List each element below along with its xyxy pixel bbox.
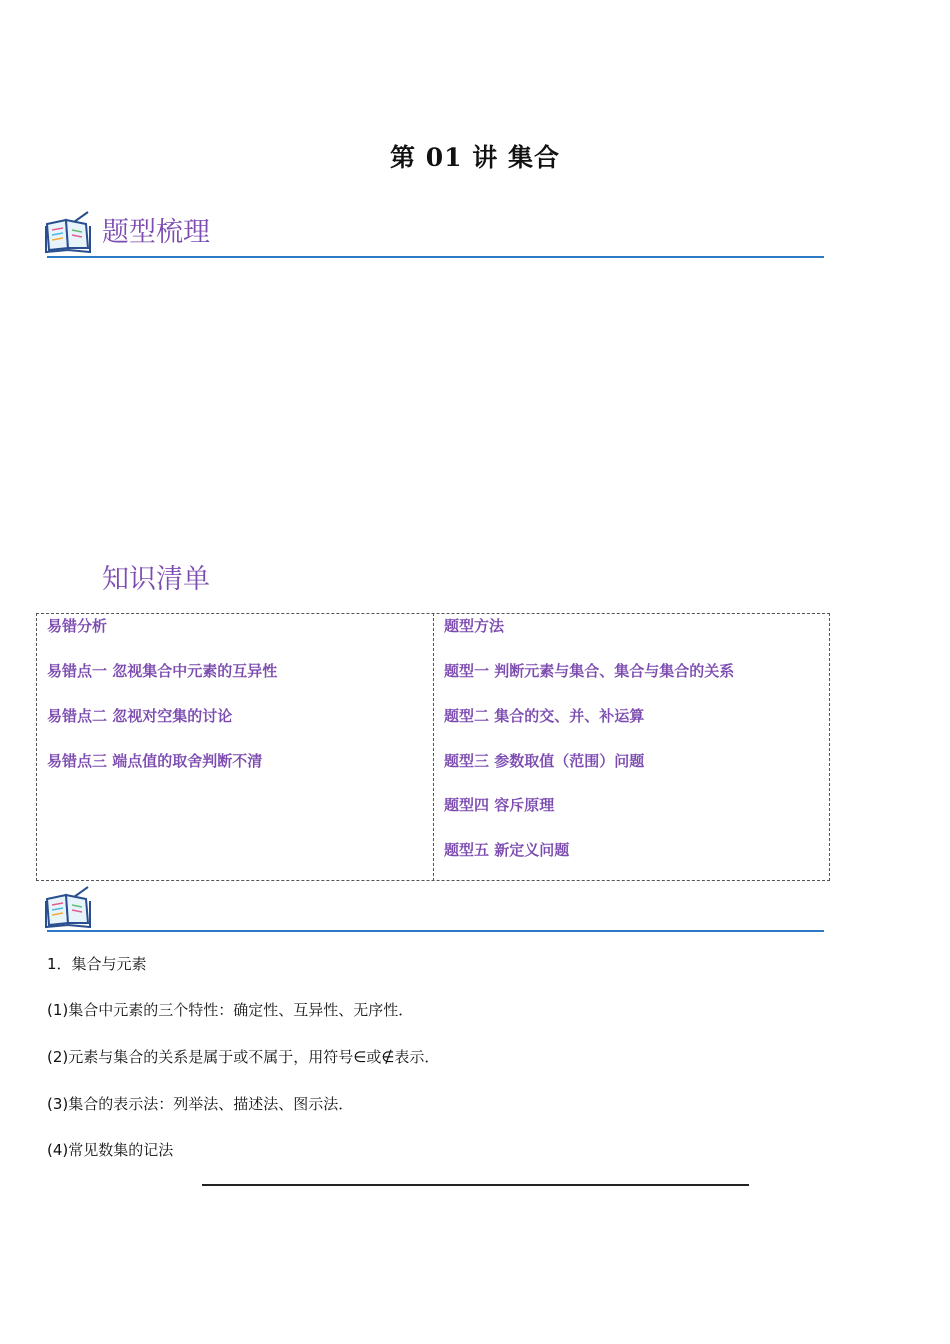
content-paragraph: (2)元素与集合的关系是属于或不属于，用符号∈或∉表示． (47, 1048, 440, 1066)
section-rule (47, 256, 824, 258)
content-paragraph: (1)集合中元素的三个特性：确定性、互异性、无序性． (47, 1001, 414, 1019)
book-icon (44, 210, 94, 254)
content-paragraph: (4)常见数集的记法 (47, 1141, 174, 1159)
table-left-item: 易错点二 忽视对空集的讨论 (47, 707, 233, 725)
content-paragraph: (3)集合的表示法：列举法、描述法、图示法． (47, 1095, 354, 1113)
table-top-rule (202, 1184, 749, 1186)
table-right-item: 题型二 集合的交、并、补运算 (444, 707, 645, 725)
section-heading-knowledge: 知识清单 (102, 564, 210, 595)
content-paragraph: 1．集合与元素 (47, 955, 147, 973)
table-left-header: 易错分析 (47, 617, 108, 635)
table-right-item: 题型三 参数取值（范围）问题 (444, 752, 645, 770)
page-title: 第 01 讲 集合 (390, 143, 560, 172)
table-right-item: 题型四 容斥原理 (444, 796, 555, 814)
table-right-header: 题型方法 (444, 617, 505, 635)
table-right-item: 题型五 新定义问题 (444, 841, 570, 859)
table-right-item: 题型一 判断元素与集合、集合与集合的关系 (444, 662, 735, 680)
section-heading-types: 题型梳理 (102, 217, 210, 248)
book-icon (44, 885, 94, 929)
table-left-item: 易错点一 忽视集合中元素的互异性 (47, 662, 278, 680)
table-divider (433, 613, 434, 881)
section-rule (47, 930, 824, 932)
table-left-item: 易错点三 端点值的取舍判断不清 (47, 752, 263, 770)
